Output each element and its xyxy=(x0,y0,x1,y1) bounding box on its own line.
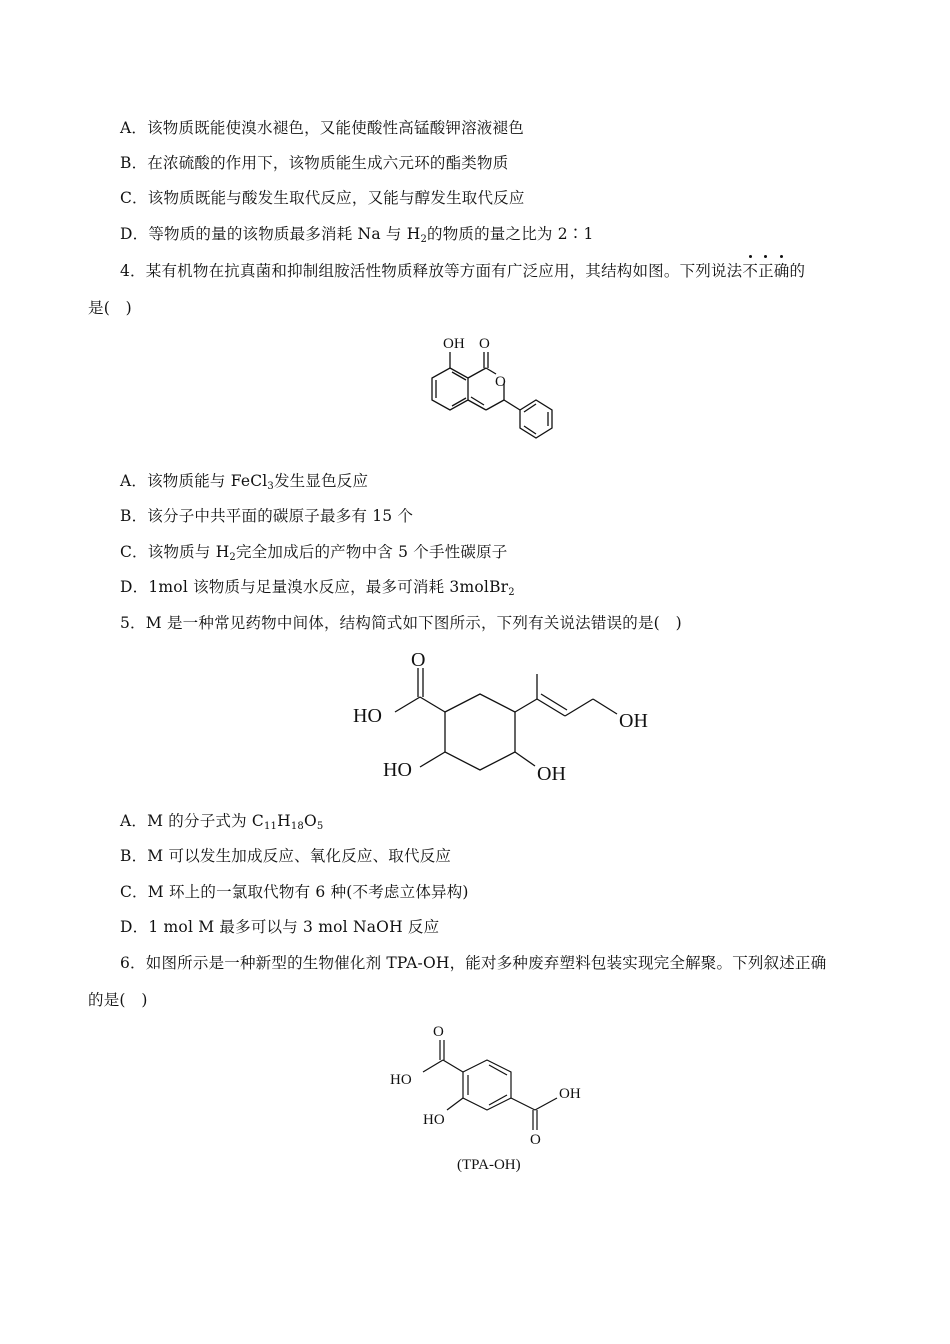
question-number: 4． xyxy=(120,262,146,280)
option-label: A． xyxy=(120,119,148,137)
phenol-hydroxyl-label: HO xyxy=(423,1112,445,1128)
q4-option-c xyxy=(120,542,508,562)
option-label: B． xyxy=(120,507,148,525)
option-label: A． xyxy=(120,812,148,830)
q5-option-b xyxy=(120,846,451,866)
option-label: C． xyxy=(120,189,148,207)
option-text: 在浓硫酸的作用下，该物质能生成六元环的酯类物质 xyxy=(147,154,509,172)
option-text: 的物质的量之比为 2∶1 xyxy=(427,225,594,243)
option-text: O xyxy=(303,812,317,830)
subscript: 5 xyxy=(316,821,324,832)
carbonyl-o-label: O xyxy=(411,649,426,671)
question-text: 是( ) xyxy=(88,299,132,317)
q5-structure-figure xyxy=(345,642,665,787)
q6-stem-line2 xyxy=(88,990,148,1010)
q4-structure-figure xyxy=(410,330,570,445)
option-text: M 的分子式为 C xyxy=(147,812,264,830)
chain-hydroxyl-label: OH xyxy=(619,710,648,732)
option-label: B． xyxy=(120,154,148,172)
hydroxyl-label: OH xyxy=(443,336,465,352)
option-text: H xyxy=(277,812,291,830)
q3-option-c xyxy=(120,188,525,208)
q4-stem xyxy=(120,261,805,281)
emphasis-char: 不 xyxy=(742,262,759,280)
option-label: D． xyxy=(120,578,149,596)
ring-hydroxyl-left-label: HO xyxy=(383,759,412,781)
figure-caption: (TPA-OH) xyxy=(457,1157,521,1173)
subscript: 3 xyxy=(267,481,274,492)
q6-structure-figure xyxy=(385,1020,595,1180)
subscript: 2 xyxy=(229,552,236,563)
option-label: B． xyxy=(120,847,148,865)
q5-stem xyxy=(120,613,682,633)
carbonyl-o-top-label: O xyxy=(433,1024,444,1040)
option-text: 1mol 该物质与足量溴水反应，最多可消耗 3molBr xyxy=(148,578,509,596)
subscript: 2 xyxy=(420,234,427,245)
option-text: 该物质既能使溴水褪色，又能使酸性高锰酸钾溶液褪色 xyxy=(147,119,524,137)
q3-option-d xyxy=(120,224,594,244)
q3-option-b xyxy=(120,153,508,173)
question-number: 5． xyxy=(120,614,146,632)
q5-option-d xyxy=(120,917,439,937)
option-text: 该物质既能与酸发生取代反应，又能与醇发生取代反应 xyxy=(147,189,525,207)
q4-option-b xyxy=(120,506,413,526)
option-text: M 环上的一氯取代物有 6 种(不考虑立体异构) xyxy=(147,883,469,901)
q5-option-c xyxy=(120,882,469,902)
q4-option-d xyxy=(120,577,515,597)
subscript: 18 xyxy=(290,821,304,832)
question-text: 如图所示是一种新型的生物催化剂 TPA-OH，能对多种废弃塑料包装实现完全解聚。下列叙述正确 xyxy=(145,954,827,972)
question-text: 的是( ) xyxy=(88,991,148,1009)
option-text: 该物质与 H xyxy=(147,543,230,561)
ring-hydroxyl-right-label: OH xyxy=(537,763,566,785)
option-text: M 可以发生加成反应、氧化反应、取代反应 xyxy=(147,847,452,865)
option-label: C． xyxy=(120,883,148,901)
option-text: 1 mol M 最多可以与 3 mol NaOH 反应 xyxy=(148,918,440,936)
q6-stem xyxy=(120,953,826,973)
acid-hydroxyl-label: HO xyxy=(353,705,382,727)
option-text: 该分子中共平面的碳原子最多有 15 个 xyxy=(147,507,414,525)
q4-option-a xyxy=(120,471,368,491)
carbonyl-o-label: O xyxy=(479,336,490,352)
q4-stem-line2 xyxy=(88,298,132,318)
option-label: C． xyxy=(120,543,148,561)
emphasis-char: 确 xyxy=(773,262,790,280)
subscript: 11 xyxy=(263,821,278,832)
question-text: 某有机物在抗真菌和抑制组胺活性物质释放等方面有广泛应用，其结构如图。下列说法 xyxy=(145,262,743,280)
option-label: D． xyxy=(120,225,149,243)
option-label: A． xyxy=(120,472,148,490)
q3-option-a xyxy=(120,118,524,138)
option-text: 发生显色反应 xyxy=(273,472,369,490)
question-text: 的 xyxy=(789,262,806,280)
option-text: 等物质的量的该物质最多消耗 Na 与 H xyxy=(148,225,421,243)
question-text: M 是一种常见药物中间体，结构简式如下图所示，下列有关说法错误的是( ) xyxy=(145,614,682,632)
acid-hydroxyl-label: HO xyxy=(390,1072,412,1088)
option-text: 该物质能与 FeCl xyxy=(147,472,268,490)
option-text: 完全加成后的产物中含 5 个手性碳原子 xyxy=(235,543,508,561)
acid-hydroxyl-2-label: OH xyxy=(559,1086,581,1102)
option-label: D． xyxy=(120,918,149,936)
ring-o-label: O xyxy=(495,374,506,390)
carbonyl-o-bottom-label: O xyxy=(530,1132,541,1148)
subscript: 2 xyxy=(508,587,515,598)
q5-option-a xyxy=(120,811,323,831)
emphasis-char: 正 xyxy=(758,262,774,280)
question-number: 6． xyxy=(120,954,146,972)
